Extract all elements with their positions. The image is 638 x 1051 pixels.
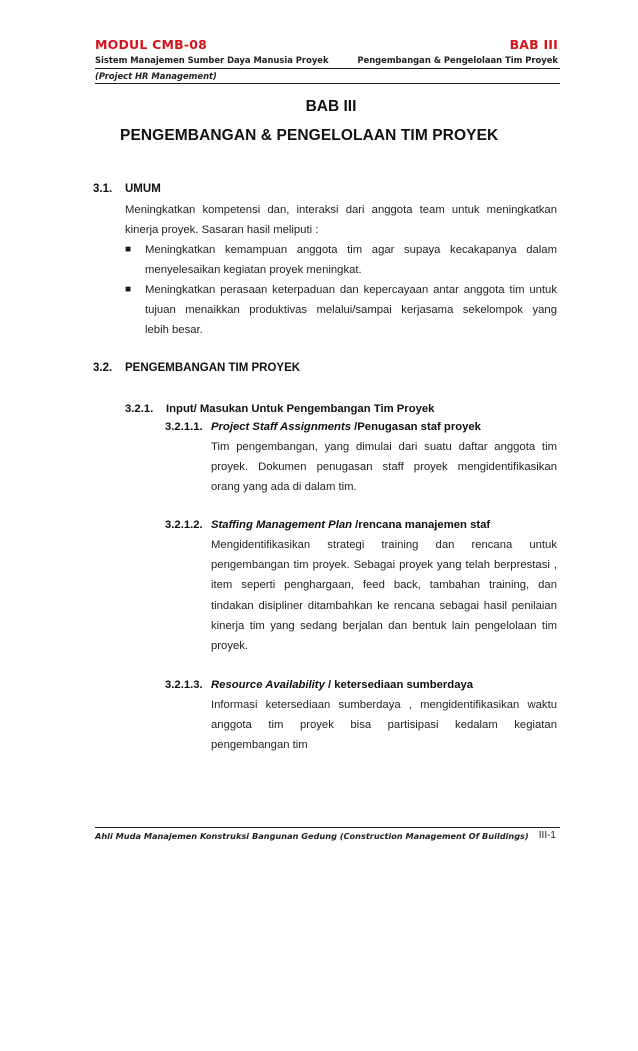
bullet-line: Meningkatkan perasaan keterpaduan dan kepercayaan antar anggota tim untuk xyxy=(145,284,557,296)
paragraph-line: kinerja proyek. Sasaran hasil meliputi : xyxy=(125,224,319,236)
header-rule-2 xyxy=(95,83,560,84)
bullet-icon: ■ xyxy=(125,284,132,295)
item-line: orang yang ada di dalam tim. xyxy=(211,481,357,493)
section-title: UMUM xyxy=(125,183,161,195)
item-number: 3.2.1.3. xyxy=(165,679,203,691)
item-line: anggota tim proyek bisa partisipasi kedalam kegiatan xyxy=(211,719,557,731)
bullet-line: lebih besar. xyxy=(145,324,203,336)
chapter-title-header: Pengembangan & Pengelolaan Tim Proyek xyxy=(357,55,558,65)
section-number: 3.2. xyxy=(93,362,113,374)
footer-text: Ahli Muda Manajemen Konstruksi Bangunan Gedung (Construction Management Of Buildings) xyxy=(95,831,529,841)
module-code: MODUL CMB-08 xyxy=(95,37,208,52)
section-title: PENGEMBANGAN TIM PROYEK xyxy=(125,362,301,374)
bullet-line: Meningkatkan kemampuan anggota tim agar supaya kecakapanya dalam xyxy=(145,244,557,256)
paragraph-line: Meningkatkan kompetensi dan, interaksi dari anggota team untuk meningkatkan xyxy=(125,204,557,216)
item-line: Mengidentifikasikan strategi training dan rencana untuk xyxy=(211,539,557,551)
item-title: Project Staff Assignments /Penugasan staf proyek xyxy=(211,421,481,433)
item-title: Resource Availability / ketersediaan sumberdaya xyxy=(211,679,474,691)
page-title-bab: BAB III xyxy=(305,98,357,115)
item-line: Informasi ketersediaan sumberdaya , mengidentifikasikan waktu xyxy=(211,699,557,711)
item-line: kinerja tim yang sedang berjalan dan bentuk lain pengelolaan tim xyxy=(211,620,557,632)
subsection-number: 3.2.1. xyxy=(125,403,154,415)
item-line: pengembangan tim xyxy=(211,739,308,751)
system-name: Sistem Manajemen Sumber Daya Manusia Proyek xyxy=(95,55,329,65)
page-title: PENGEMBANGAN & PENGELOLAAN TIM PROYEK xyxy=(120,127,499,144)
project-hr-label: (Project HR Management) xyxy=(95,71,217,81)
item-line: proyek. xyxy=(211,640,249,652)
item-line: Tim pengembangan, yang dimulai dari suatu daftar anggota tim xyxy=(211,441,557,453)
item-line: item seperti penghargaan, feed back, tambahan training, dan xyxy=(211,579,557,591)
section-number: 3.1. xyxy=(93,183,113,195)
item-line: tindakan disipliner ditambahkan ke rencana sebagai hasil penilaian xyxy=(211,600,557,612)
footer-rule xyxy=(95,827,560,828)
header-rule xyxy=(95,68,560,69)
item-title: Staffing Management Plan /rencana manajemen staf xyxy=(211,519,491,531)
item-number: 3.2.1.2. xyxy=(165,519,203,531)
item-line: pengembangan tim proyek. Sebagai proyek yang telah berprestasi , xyxy=(211,559,557,571)
item-number: 3.2.1.1. xyxy=(165,421,203,433)
bullet-line: tujuan menaikkan produktivas melalui/sampai kerjasama sekelompok yang xyxy=(145,304,557,316)
chapter-code: BAB III xyxy=(509,37,558,52)
item-line: proyek. Dokumen penugasan staff proyek mengidentifikasikan xyxy=(211,461,557,473)
bullet-icon: ■ xyxy=(125,244,132,255)
subsection-title: Input/ Masukan Untuk Pengembangan Tim Proyek xyxy=(166,403,435,415)
page-number: III-1 xyxy=(538,830,556,841)
bullet-line: menyelesaikan kegiatan proyek meningkat. xyxy=(145,264,362,276)
